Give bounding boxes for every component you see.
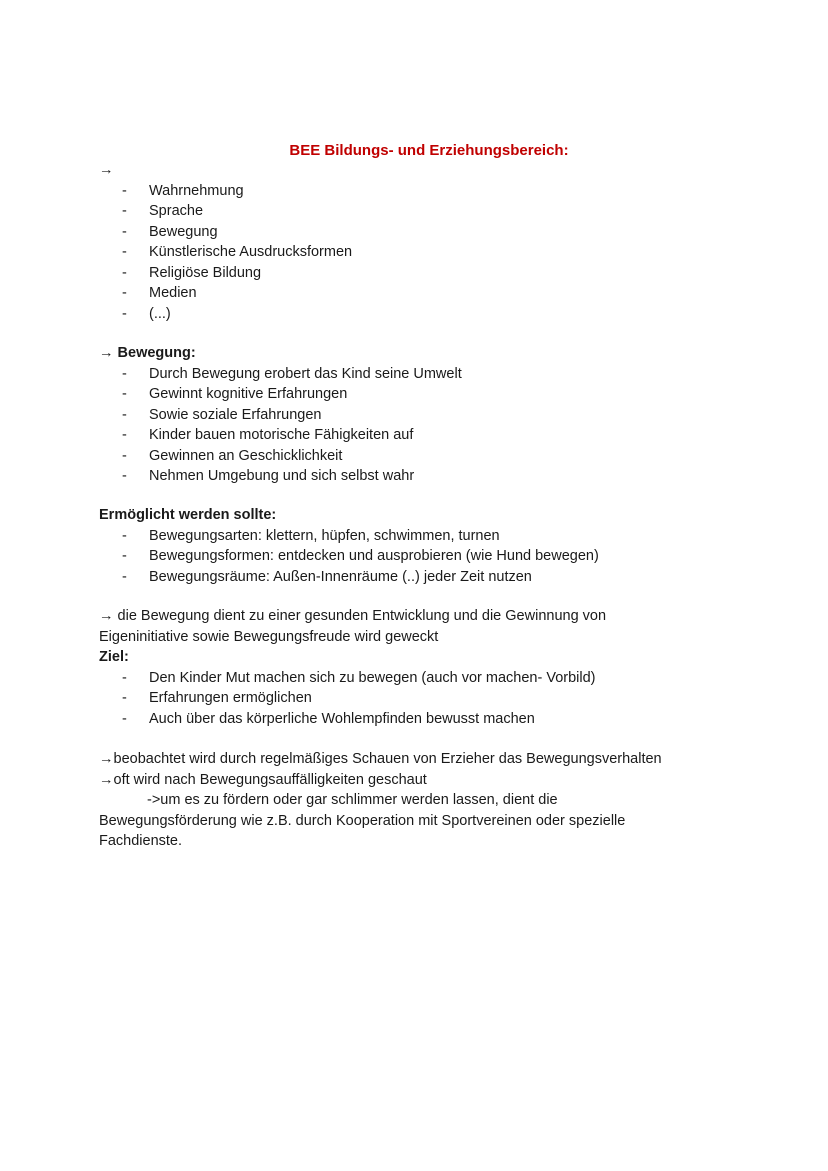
dash-marker: - xyxy=(122,305,127,322)
list-item: - Religiöse Bildung xyxy=(99,263,739,284)
dash-marker: - xyxy=(122,365,127,382)
paragraph-line: Fachdienste. xyxy=(99,833,183,849)
section-entwicklung xyxy=(99,606,739,729)
list-item: - Künstlerische Ausdrucksformen xyxy=(99,242,739,263)
list-item: - Erfahrungen ermöglichen xyxy=(99,688,739,709)
dash-marker: - xyxy=(122,669,127,686)
paragraph-line: Eigeninitiative sowie Bewegungsfreude wird geweckt xyxy=(99,628,439,645)
section-bewegung xyxy=(99,343,739,487)
list-item: - Bewegungsarten: klettern, hüpfen, schwimmen, turnen xyxy=(99,526,739,547)
arrow-icon: → xyxy=(99,608,114,624)
list-item: - Sowie soziale Erfahrungen xyxy=(99,405,739,426)
list-item: - Den Kinder Mut machen sich zu bewegen (auch vor machen- Vorbild) xyxy=(99,668,739,689)
list-item: - Bewegung xyxy=(99,222,739,243)
list-item: - (...) xyxy=(99,304,739,325)
list-item: - Gewinnen an Geschicklichkeit xyxy=(99,446,739,467)
section-heading: Ermöglicht werden sollte: xyxy=(99,507,277,523)
dash-marker: - xyxy=(122,468,127,484)
list-item: - Medien xyxy=(99,283,739,304)
paragraph-line: →oft wird nach Bewegungsauffälligkeiten geschaut xyxy=(99,771,427,788)
list-item: - Sprache xyxy=(99,201,739,222)
dash-marker: - xyxy=(122,285,127,301)
arrow-icon: → xyxy=(99,162,114,178)
section-closing xyxy=(99,749,739,852)
dash-marker: - xyxy=(122,548,127,564)
section-heading: → Bewegung: xyxy=(99,345,196,361)
list-item: - Nehmen Umgebung und sich selbst wahr xyxy=(99,466,739,487)
list-item: - Durch Bewegung erobert das Kind seine Umwelt xyxy=(99,364,739,385)
list-item: - Auch über das körperliche Wohlempfinden bewusst machen xyxy=(99,709,739,730)
dash-marker: - xyxy=(122,427,127,443)
section-ermoeglicht xyxy=(99,505,739,587)
section-intro xyxy=(99,160,739,324)
dash-marker: - xyxy=(122,406,127,423)
list-item: - Gewinnt kognitive Erfahrungen xyxy=(99,384,739,405)
dash-marker: - xyxy=(122,690,127,706)
dash-marker: - xyxy=(122,264,127,281)
paragraph-line: → die Bewegung dient zu einer gesunden Entwicklung und die Gewinnung von xyxy=(99,608,607,624)
arrow-icon: → xyxy=(99,345,114,361)
dash-marker: - xyxy=(122,447,127,464)
section-heading: Ziel: xyxy=(99,649,129,665)
dash-marker: - xyxy=(122,182,127,199)
paragraph-line: ->um es zu fördern oder gar schlimmer werden lassen, dient die xyxy=(147,792,558,808)
arrow-icon: → xyxy=(99,771,114,788)
dash-marker: - xyxy=(122,203,127,219)
dash-marker: - xyxy=(122,527,127,544)
dash-marker: - xyxy=(122,223,127,240)
dash-marker: - xyxy=(122,386,127,402)
list-item: - Bewegungsräume: Außen-Innenräume (..) jeder Zeit nutzen xyxy=(99,567,739,588)
document-title: BEE Bildungs- und Erziehungsbereich: xyxy=(289,142,569,159)
list-item: - Bewegungsformen: entdecken und ausprobieren (wie Hund bewegen) xyxy=(99,546,739,567)
paragraph-line: →beobachtet wird durch regelmäßiges Schauen von Erzieher das Bewegungsverhalten xyxy=(99,751,662,767)
dash-marker: - xyxy=(122,710,127,727)
list-item: - Wahrnehmung xyxy=(99,181,739,202)
paragraph-line: Bewegungsförderung wie z.B. durch Kooperation mit Sportvereinen oder spezielle xyxy=(99,812,626,829)
arrow-icon: → xyxy=(99,751,114,767)
dash-marker: - xyxy=(122,244,127,260)
dash-marker: - xyxy=(122,568,127,585)
list-item: - Kinder bauen motorische Fähigkeiten auf xyxy=(99,425,739,446)
